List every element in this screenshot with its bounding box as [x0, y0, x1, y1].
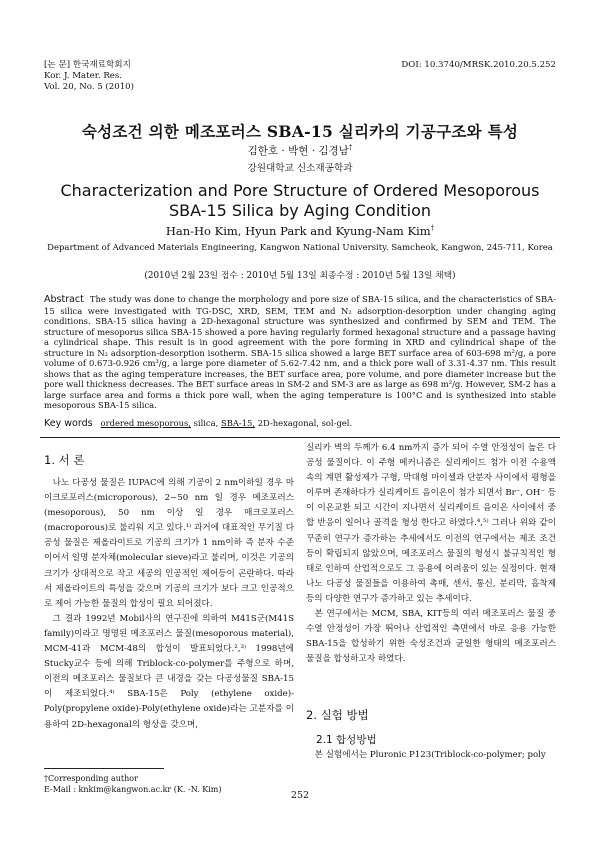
- method-paragraph: 본 실험에서는 Pluronic P123(Triblock-co-polymer; poly: [314, 750, 546, 760]
- journal-volume: Vol. 20, No. 5 (2010): [44, 82, 134, 92]
- keyword-1: ordered mesoporous,: [100, 418, 191, 428]
- authors-korean: 김한호 · 박현 · 김경남†: [247, 143, 353, 157]
- journal-header: [44, 60, 134, 93]
- authors-korean-text: 김한호 · 박현 · 김경남: [247, 145, 349, 157]
- affiliation-english: Department of Advanced Materials Engineering, Kangwon National University. Samcheok, Kangwon, 245-711, Korea: [47, 243, 553, 253]
- page-number: 252: [290, 790, 310, 801]
- subsection-2-1-heading: 2.1 합성방법: [316, 734, 377, 746]
- doi: DOI: 10.3740/MRSK.2010.20.5.252: [401, 60, 556, 70]
- title-korean: 숙성조건 의한 메조포러스 SBA-15 실리카의 기공구조와 특성: [81, 122, 519, 141]
- keyword-2: silica,: [190, 418, 221, 428]
- affiliation-korean: 강원대학교 신소재공학과: [247, 163, 353, 174]
- footnote-corresponding: †Corresponding author: [44, 774, 138, 783]
- title-english: [0, 181, 600, 221]
- authors-english-text: Han-Ho Kim, Hyun Park and Kyung-Nam Kim: [165, 224, 431, 238]
- keyword-3: SBA-15,: [220, 418, 256, 428]
- intro-paragraph-3: 실리카 벽의 두께가 6.4 nm까지 증가 되어 수열 안정성이 높은 다공성 물질이다. 이 주형 메커니즘은 실리케이드 첨가 이전 수용액 속의 계면 활성제가 구형, 막대형 마이셀과 단분자 사이에서 평형을 이루며 존재하다가 실리케이트 음이온이 첨가 되면서 Br⁻, OH⁻ 등이 이온교환 되고 시간이 지나면서 실리케이트 음이온 사이에서 중합 반응이 일어나 골격을 형성 한다고 하였다.⁴,⁵⁾ 그러나 위와 같이 꾸준히 연구가 증가하는 추세에서도 이전의 연구에서는 제조 조건등이 확립되지 않았으며, 메조포러스 물질의 형성시 불규칙적인 형태로 인하여 산업적으로도 그 응용에 어려움이 있는 실정이다. 현재 나노 다공성 물질들을 이용하여 촉매, 센서, 통신, 분리막, 흡착제 등의 다양한 연구가 증가하고 있는 추세이다.: [306, 443, 556, 604]
- journal-abbrev: Kor. J. Mater. Res.: [44, 71, 123, 81]
- abstract-text: The study was done to change the morphology and pore size of SBA-15 silica, and the characteristics of SBA-15 silica were investigated with TG-DSC, XRD, SEM, TEM and N₂ adsorption-desorption under changing aging conditions. SBA-15 silica having a 2D-hexagonal structure was synthesized and confirmed by SEM and TEM. The structure of mesoporus silica SBA-15 showed a pore having regularly formed hexagonal structure and a passage having a cylindrical shape. This result is in good agreement with the pore forming in XRD and cylindrical shape of the structure in N₂ adsorption-desorption isotherm. SBA-15 silica showed a large BET surface area of 603-698 m²/g, a pore volume of 0.673-0.926 cm³/g, a large pore diameter of 5.62-7.42 nm, and a thick pore wall of 3.31-4.37 nm. This result shows that as the aging temperature increases, the BET surface area, pore volume, and pore diameter increase but the pore wall thickness decreases. The BET surface areas in SM-2 and SM-3 are as large as 698 m²/g. However, SM-2 has a large surface area and forms a thick pore wall, when the aging temperature is 100°C and is synthesized into stable mesoporous SBA-15 silica.: [44, 294, 556, 410]
- intro-paragraph-1: 나노 다공성 물질은 IUPAC에 의해 기공이 2 nm이하일 경우 마이크로포러스(microporous), 2~50 nm 일 경우 메조포러스(mesoporous), 50 nm 이상 일 경우 매크로포러스(macroporous)로 불리워 지고 있다.¹⁾ 과거에 대표적인 무기질 다공성 물질은 제올라이트로 기공의 크기가 1 nm이하 즉 분자 수준이어서 일명 분자체(molecular sieve)라고 불리며, 이것은 기공의 크기가 상대적으로 작고 세공의 인공적인 제어등이 곤란하다. 따라서 제올라이트의 특성을 갖으며 기공의 크기가 보다 크고 인공적으로 제어 가능한 물질의 합성이 필요 되어졌다.: [44, 478, 294, 609]
- divider: [40, 437, 560, 438]
- abstract-label: Abstract: [44, 294, 84, 305]
- right-column: [306, 441, 556, 667]
- title-english-line1: Characterization and Pore Structure of Ordered Mesoporous: [60, 181, 540, 200]
- keyword-4: 2D-hexagonal, sol-gel.: [255, 418, 353, 428]
- title-english-line2: SBA-15 Silica by Aging Condition: [168, 201, 432, 220]
- received-dates: (2010년 2월 23일 접수 : 2010년 5월 13일 최종수정 : 2010년 5월 13일 채택): [144, 271, 456, 281]
- intro-paragraph-4: 본 연구에서는 MCM, SBA, KIT등의 여러 메조포러스 물질 중 수열 안정성이 가장 뛰어나 산업적인 측면에서 바로 응용 가능한 SBA-15을 합성하기 위한 숙성조건과 균일한 형태의 메조포러스 물질을 합성하고자 하였다.: [306, 609, 556, 665]
- section-1-heading: 1. 서 론: [44, 453, 85, 467]
- footnote-email: E-Mail : knkim@kangwon.ac.kr (K. -N. Kim): [44, 785, 222, 794]
- authors-english: Han-Ho Kim, Hyun Park and Kyung-Nam Kim†: [165, 224, 435, 238]
- left-column: [44, 476, 294, 733]
- journal-name: [논 문] 한국재료학회지: [44, 60, 131, 70]
- section-2-heading: 2. 실험 방법: [306, 708, 369, 722]
- intro-paragraph-2: 그 결과 1992년 Mobil사의 연구진에 의하여 M41S군(M41S family)이라고 명명된 메조포러스 물질(mesoporous material), MCM-41과 MCM-48의 합성이 발표되었다.²,³⁾ 1998년에 Stucky교수 등에 의해 Triblock-co-polymer를 주형으로 하며, 이전의 메조포러스 물질보다 큰 내경을 갖는 다공성물질 SBA-15이 제조되었다.⁴⁾ SBA-15은 Poly (ethylene oxide)-Poly(propylene oxide)-Poly(ethylene oxide)라는 고분자를 이용하여 2D-hexagonal의 형상을 갖으며,: [44, 613, 294, 730]
- footnote-rule: [44, 768, 164, 769]
- abstract: [44, 294, 556, 411]
- keywords: [44, 418, 352, 429]
- keywords-label: Key words: [44, 418, 93, 429]
